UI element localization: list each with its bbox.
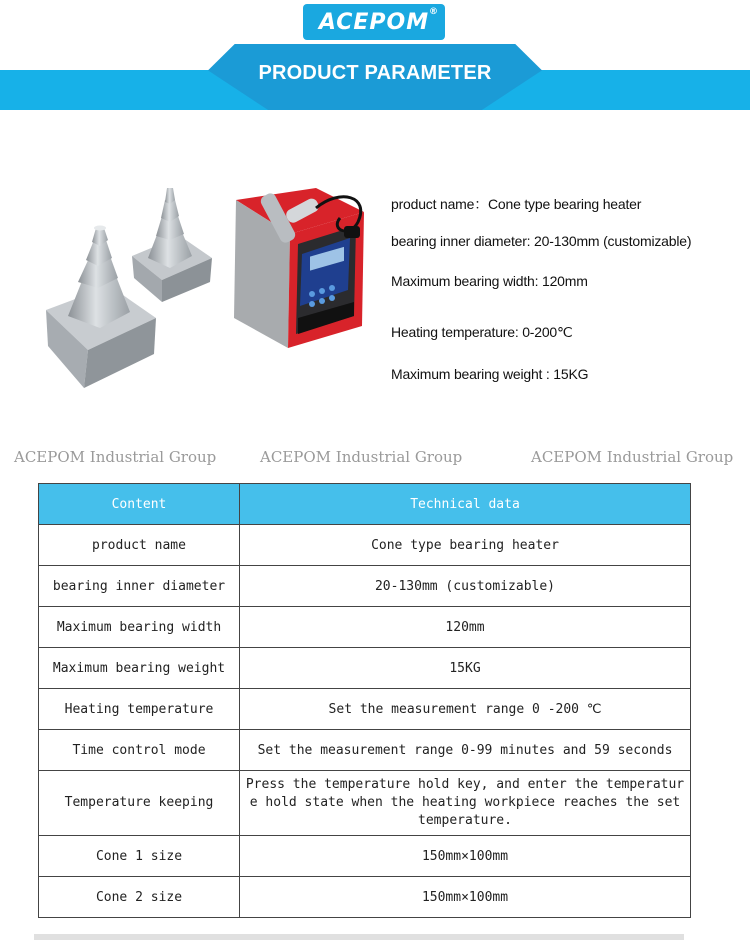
footer-divider [34,934,684,940]
spec-bearing-weight: Maximum bearing weight : 15KG [391,366,589,382]
table-header-row [39,484,691,525]
table-row [39,566,691,607]
table-cell-label: Cone 2 size [39,877,240,918]
table-row [39,648,691,689]
table-row [39,525,691,566]
table-cell-value: Cone type bearing heater [240,525,691,566]
section-banner [0,44,750,114]
table-row [39,836,691,877]
table-cell-value: 150mm×100mm [240,877,691,918]
table-cell-label: Maximum bearing weight [39,648,240,689]
table-row [39,730,691,771]
table-cell-value: Set the measurement range 0 -200 ℃ [240,689,691,730]
table-cell-value: 150mm×100mm [240,836,691,877]
table-cell-label: bearing inner diameter [39,566,240,607]
cone-small [132,188,212,302]
table-cell-label: Temperature keeping [39,771,240,836]
table-cell-value: 15KG [240,648,691,689]
table-cell-value: Press the temperature hold key, and enter the temperature hold state when the heating workpiece reaches the set temperature. [240,771,691,836]
table-cell-value: Set the measurement range 0-99 minutes and 59 seconds [240,730,691,771]
cone-large [46,226,156,389]
table-cell-label: Heating temperature [39,689,240,730]
table-cell-value: 120mm [240,607,691,648]
table-row [39,771,691,836]
banner-title: PRODUCT PARAMETER [258,62,492,84]
parameter-table [38,483,691,918]
product-image [40,178,376,396]
table-header-cell: Technical data [240,484,691,525]
spec-heating-temperature: Heating temperature: 0-200℃ [391,324,573,340]
spec-product-name: product name：Cone type bearing heater [391,196,642,212]
heater-device [234,188,364,348]
spec-inner-diameter: bearing inner diameter: 20-130mm (customizable) [391,233,692,249]
table-row [39,689,691,730]
brand-logo [303,4,445,40]
table-cell-label: Maximum bearing width [39,607,240,648]
registered-mark: ® [429,7,439,17]
table-cell-label: Time control mode [39,730,240,771]
table-cell-label: product name [39,525,240,566]
table-cell-value: 20-130mm (customizable) [240,566,691,607]
spec-bearing-width: Maximum bearing width: 120mm [391,273,588,289]
table-header-cell: Content [39,484,240,525]
table-row [39,877,691,918]
watermark-text: ACEPOM Industrial Group [531,448,734,466]
watermark-text: ACEPOM Industrial Group [14,448,217,466]
table-cell-label: Cone 1 size [39,836,240,877]
watermark-text: ACEPOM Industrial Group [260,448,463,466]
brand-name: ACEPOM [318,9,430,35]
table-row [39,607,691,648]
